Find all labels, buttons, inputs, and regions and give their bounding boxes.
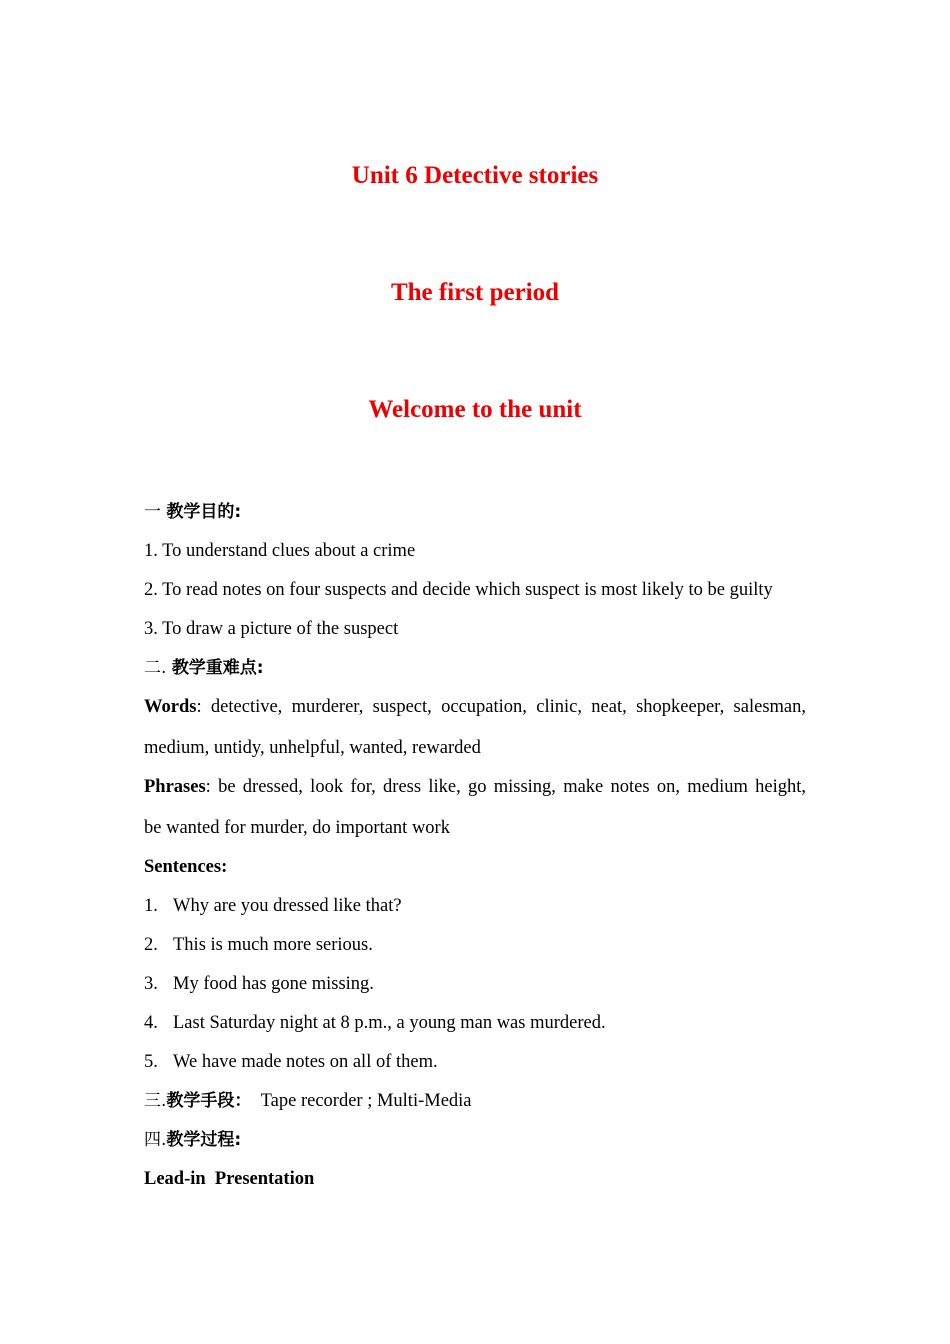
phrases-line-1	[144, 775, 806, 799]
sentence-number: 2.	[144, 935, 158, 955]
phrases-line-2: be wanted for murder, do important work	[144, 818, 450, 838]
objectives-marker: 一	[144, 502, 161, 522]
teaching-aids-line	[144, 1089, 472, 1113]
sentence-text: We have made notes on all of them.	[173, 1052, 438, 1072]
objective-item-1: 1. To understand clues about a crime	[144, 541, 416, 561]
objectives-heading	[144, 500, 241, 524]
phrases-label: Phrases	[144, 777, 206, 797]
words-line-2: medium, untidy, unhelpful, wanted, rewarded	[144, 738, 481, 758]
phrases-list: : be dressed, look for, dress like, go missing, make notes on, medium height,	[205, 777, 806, 797]
sentences-label: Sentences:	[144, 857, 228, 877]
lesson-title: Welcome to the unit	[368, 396, 582, 423]
sentence-text: My food has gone missing.	[173, 974, 374, 994]
sentence-item	[144, 933, 373, 957]
sentence-number: 1.	[144, 896, 158, 916]
sentence-item	[144, 1011, 606, 1035]
objective-item-2: 2. To read notes on four suspects and decide which suspect is most likely to be guilty	[144, 580, 773, 600]
sentence-number: 5.	[144, 1052, 158, 1072]
sentence-number: 3.	[144, 974, 158, 994]
sentence-text: Last Saturday night at 8 p.m., a young man was murdered.	[173, 1013, 606, 1033]
words-list: : detective, murderer, suspect, occupation, clinic, neat, shopkeeper, salesman,	[196, 697, 806, 717]
words-line-1	[144, 695, 806, 719]
process-marker: 四.	[144, 1130, 167, 1150]
sentence-text: This is much more serious.	[173, 935, 373, 955]
teaching-aids-value: Tape recorder ; Multi-Media	[260, 1091, 472, 1111]
teaching-aids-marker: 三.	[144, 1091, 167, 1111]
period-title: The first period	[390, 279, 560, 306]
key-points-marker: 二.	[144, 658, 167, 678]
objective-item-3: 3. To draw a picture of the suspect	[144, 619, 399, 639]
sentence-item	[144, 894, 402, 918]
sentence-item	[144, 972, 374, 996]
process-label: 教学过程:	[166, 1130, 242, 1150]
process-first-step: Lead-in Presentation	[144, 1169, 315, 1189]
words-label: Words	[144, 697, 197, 717]
unit-title: Unit 6 Detective stories	[351, 162, 599, 189]
objectives-label: 教学目的:	[166, 502, 242, 522]
sentence-text: Why are you dressed like that?	[173, 896, 402, 916]
process-heading	[144, 1128, 241, 1152]
teaching-aids-label: 教学手段：	[166, 1091, 252, 1111]
key-points-label: 教学重难点:	[171, 658, 264, 678]
key-points-heading	[144, 656, 264, 680]
sentence-item	[144, 1050, 438, 1074]
sentence-number: 4.	[144, 1013, 158, 1033]
